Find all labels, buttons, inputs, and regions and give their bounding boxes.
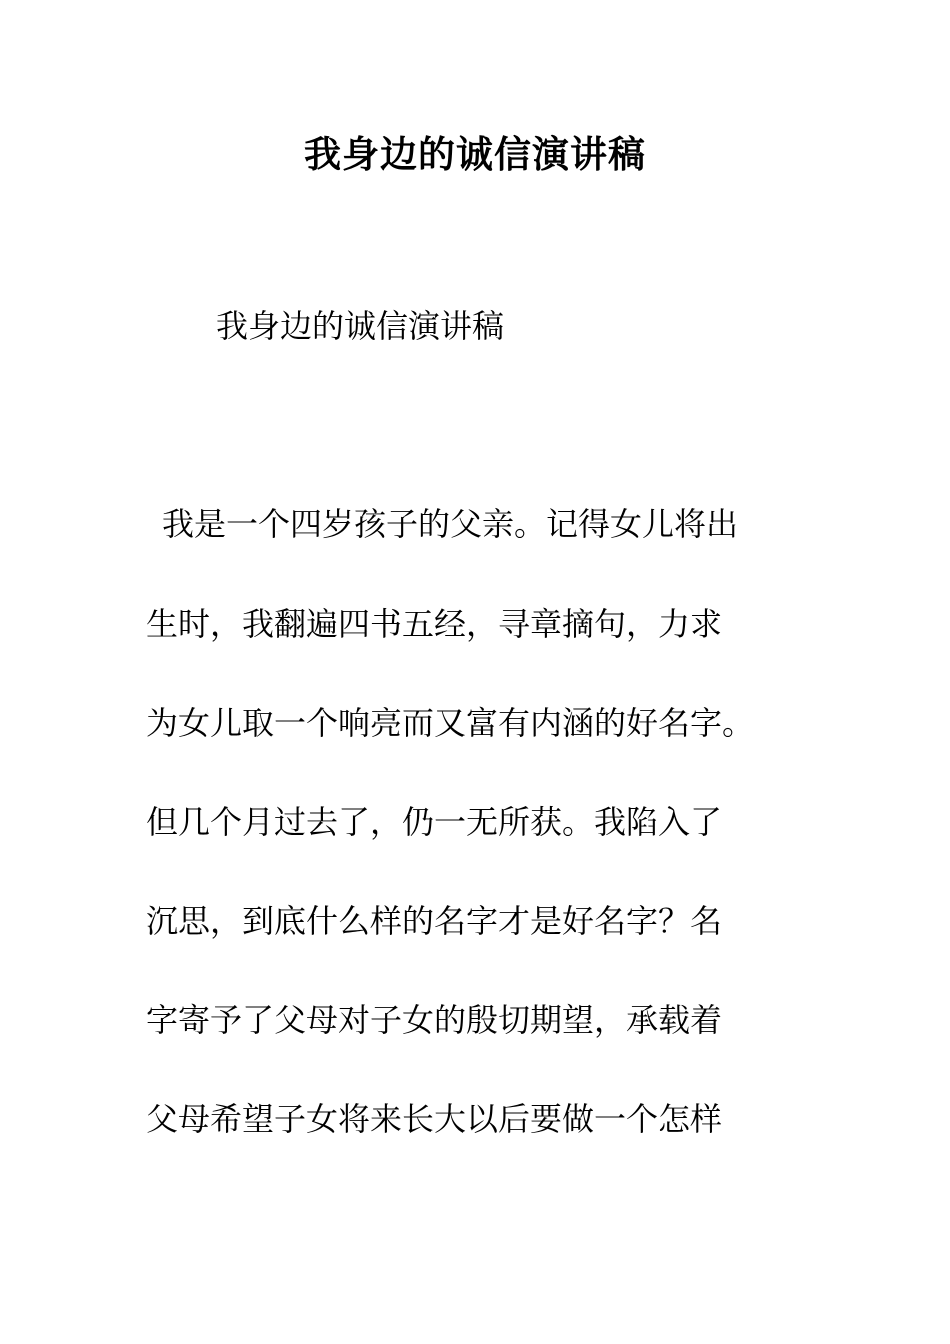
paragraph-line: 沉思，到底什么样的名字才是好名字？名	[146, 902, 723, 940]
paragraph-line: 但几个月过去了，仍一无所获。我陷入了	[146, 803, 723, 841]
document-subtitle: 我身边的诚信演讲稿	[216, 307, 505, 345]
paragraph-line: 为女儿取一个响亮而又富有内涵的好名字。	[146, 704, 755, 742]
document-title: 我身边的诚信演讲稿	[304, 132, 646, 176]
paragraph-line: 父母希望子女将来长大以后要做一个怎样	[146, 1100, 723, 1138]
paragraph-line: 字寄予了父母对子女的殷切期望，承载着	[146, 1001, 723, 1039]
paragraph-line: 生时，我翻遍四书五经，寻章摘句，力求	[146, 605, 723, 643]
paragraph-line: 我是一个四岁孩子的父亲。记得女儿将出	[162, 505, 739, 543]
